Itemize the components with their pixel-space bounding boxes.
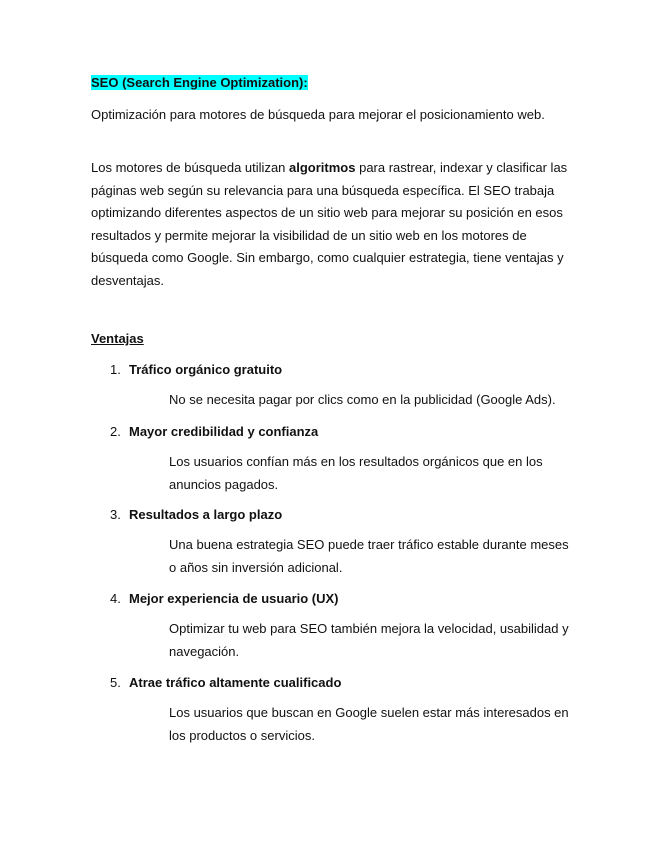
document-subtitle: Optimización para motores de búsqueda para mejorar el posicionamiento web. bbox=[91, 107, 545, 122]
list-item-description: Una buena estrategia SEO puede traer tráfico estable durante meses o años sin inversión adicional. bbox=[169, 537, 569, 575]
intro-text-start: Los motores de búsqueda utilizan bbox=[91, 160, 290, 175]
list-item-title: Atrae tráfico altamente cualificado bbox=[129, 675, 342, 690]
list-item-number: 4. bbox=[110, 591, 121, 606]
intro-paragraph bbox=[91, 157, 577, 292]
list-item-description: No se necesita pagar por clics como en la publicidad (Google Ads). bbox=[169, 392, 556, 407]
list-item-description: Optimizar tu web para SEO también mejora la velocidad, usabilidad y navegación. bbox=[169, 621, 569, 659]
list-item-number: 5. bbox=[110, 675, 121, 690]
list-item-number: 1. bbox=[110, 362, 121, 377]
list-item-title: Mejor experiencia de usuario (UX) bbox=[129, 591, 339, 606]
list-item-title: Resultados a largo plazo bbox=[129, 507, 283, 522]
list-item-number: 3. bbox=[110, 507, 121, 522]
list-item-description: Los usuarios que buscan en Google suelen estar más interesados en los productos o servicios. bbox=[169, 705, 569, 743]
list-item-description: Los usuarios confían más en los resultados orgánicos que en los anuncios pagados. bbox=[169, 454, 543, 492]
list-item-title: Tráfico orgánico gratuito bbox=[129, 362, 283, 377]
intro-text-end: para rastrear, indexar y clasificar las páginas web según su relevancia para una búsqueda específica. El SEO trabaja optimizando diferentes aspectos de un sitio web para mejorar su posición en esos resultados y permite mejorar la visibilidad de un sitio web en los motores de búsqueda como Google. Sin embargo, como cualquier estrategia, tiene ventajas y desventajas. bbox=[91, 160, 568, 288]
intro-bold-term: algoritmos bbox=[289, 160, 356, 175]
document-heading bbox=[91, 74, 308, 92]
heading-highlight: SEO (Search Engine Optimization): bbox=[91, 75, 308, 90]
section-title-ventajas: Ventajas bbox=[91, 331, 144, 346]
list-item-title: Mayor credibilidad y confianza bbox=[129, 424, 319, 439]
list-item-number: 2. bbox=[110, 424, 121, 439]
